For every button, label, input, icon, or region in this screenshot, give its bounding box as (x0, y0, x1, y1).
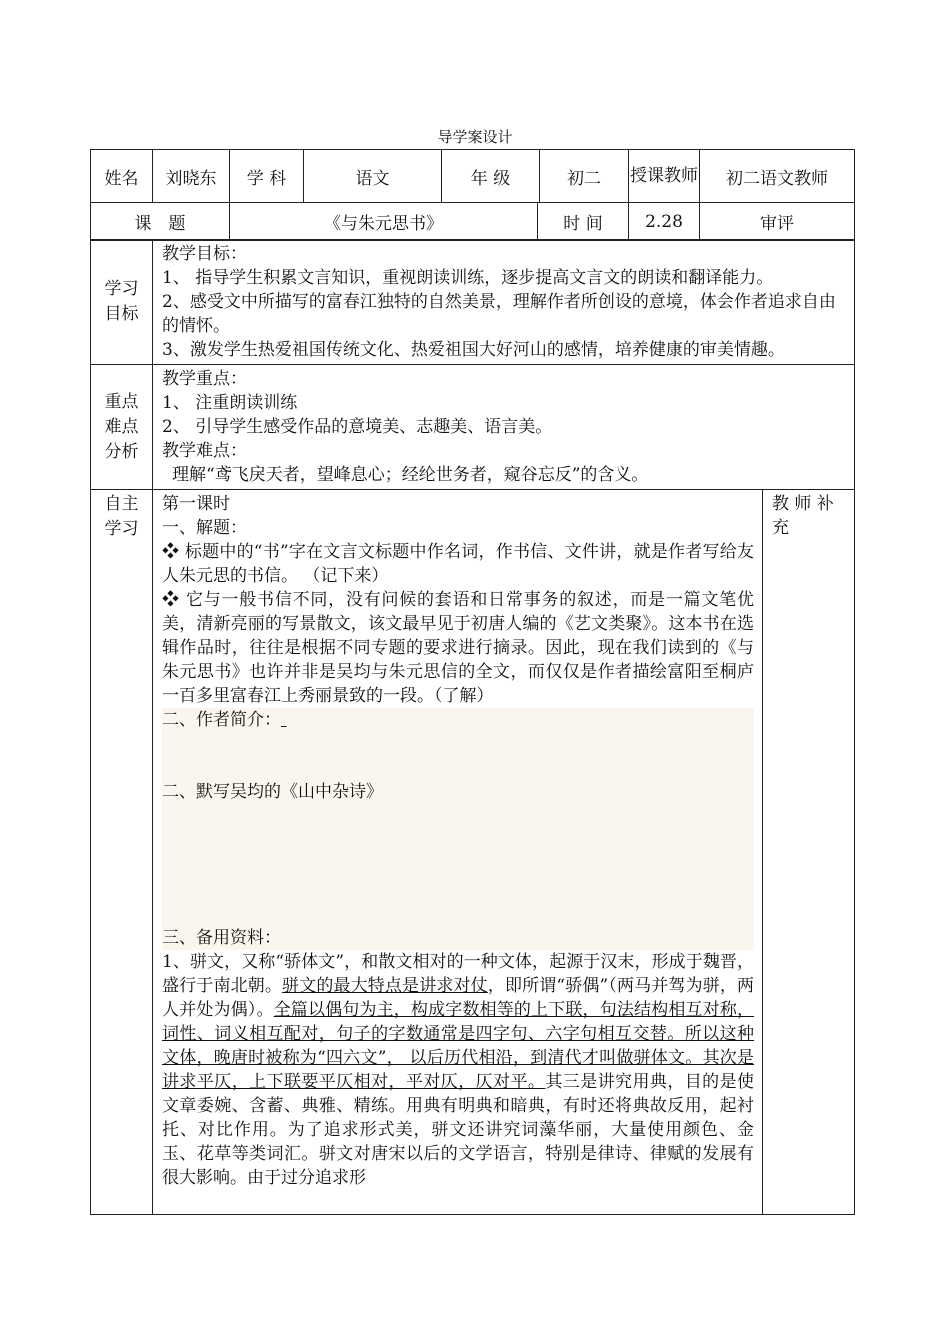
section-heading: 二、作者简介： (162, 710, 281, 730)
key-heading: 教学重点： (162, 369, 247, 389)
bullet-text: ❖ 标题中的“书”字在文言文标题中作名词，作书信、文件讲，就是作者写给友人朱元思的书信。 （记下来） (162, 542, 754, 586)
goals-label: 学习目标 (91, 240, 153, 365)
page-title: 导学案设计 (437, 128, 513, 146)
header-table (90, 149, 855, 241)
lesson-title: 第一课时 (162, 494, 230, 514)
time-label: 时 间 (538, 203, 629, 241)
section-heading: 一、解题： (162, 518, 247, 538)
topic-label: 课 题 (91, 203, 230, 241)
focus-content (153, 365, 855, 490)
subject-value: 语文 (304, 150, 442, 203)
name-label: 姓名 (91, 150, 153, 203)
goal-item: 1、 指导学生积累文言知识，重视朗读训练，逐步提高文言文的朗读和翻译能力。 (162, 268, 774, 288)
section-heading: 三、备用资料： (162, 928, 281, 948)
teacher-notes-label: 教 师 补 充 (763, 490, 855, 1215)
name-value: 刘晓东 (153, 150, 230, 203)
key-item: 1、 注重朗读训练 (162, 393, 298, 413)
reference-paragraph: 1、骈文，又称“骄体文”，和散文相对的一种文体，起源于汉末，形成于魏晋，盛行于南北朝。骈文的最大特点是讲求对仗，即所谓“骄偶”（两马并驾为骈，两人并处为偶）。全篇以偶句为主，构成字数相等的上下联，句法结构相互对称，词性、词义相互配对，句子的字数通常是四字句、六字句相互交替。所以这种文体，晚唐时被称为“四六文”， 以后历代相沿，到清代才叫做骈体文。其次是讲求平仄，上下联要平仄相对，平对仄，仄对平。其三是讲究用典，目的是使文章委婉、含蓄、典雅、精练。用典有明典和暗典，有时还将典故反用，起衬托、对比作用。为了追求形式美，骈文还讲究词藻华丽，大量使用颜色、金玉、花草等类词汇。骈文对唐宋以后的文学语言，特别是律诗、律赋的发展有很大影响。由于过分追求形 (162, 952, 755, 1188)
study-content (153, 490, 763, 1215)
study-label: 自主学习 (91, 490, 153, 1215)
difficult-heading: 教学难点： (162, 441, 247, 461)
goal-item: 3、激发学生热爱祖国传统文化、热爱祖国大好河山的感情，培养健康的审美情趣。 (162, 340, 785, 360)
bullet-text: ❖ 它与一般书信不同，没有问候的套语和日常事务的叙述，而是一篇文笔优美，清新亮丽的写景散文，该文最早见于初唐人编的《艺文类聚》。这本书在选辑作品时，往往是根据不同专题的要求进行摘录。因此，现在我们读到的《与朱元思书》也许并非是吴均与朱元思信的全文，而仅仅是作者描绘富阳至桐庐一百多里富春江上秀丽景致的一段。（了解） (162, 590, 754, 706)
focus-label: 重点难点分析 (91, 365, 153, 490)
grade-value: 初二 (540, 150, 629, 203)
difficult-text: 理解“鸢飞戾天者，望峰息心；经纶世务者，窥谷忘反”的含义。 (172, 465, 649, 485)
topic-value: 《与朱元思书》 (230, 203, 538, 241)
grade-label: 年 级 (442, 150, 540, 203)
subject-label: 学 科 (230, 150, 304, 203)
teacher-label: 授课教师 (629, 150, 700, 203)
teacher-value: 初二语文教师 (700, 150, 855, 203)
fill-in-area (162, 708, 754, 950)
goal-item: 2、感受文中所描写的富春江独特的自然美景，理解作者所创设的意境，体会作者追求自由的情怀。 (162, 292, 836, 336)
goals-content (153, 240, 855, 365)
key-item: 2、 引导学生感受作品的意境美、志趣美、语言美。 (162, 417, 553, 437)
review-label: 审评 (700, 203, 855, 241)
section-heading: 二、默写吴均的《山中杂诗》 (162, 782, 383, 802)
content-table (90, 239, 855, 1215)
goals-heading: 教学目标： (162, 244, 247, 264)
time-value: 2.28 (629, 203, 700, 241)
